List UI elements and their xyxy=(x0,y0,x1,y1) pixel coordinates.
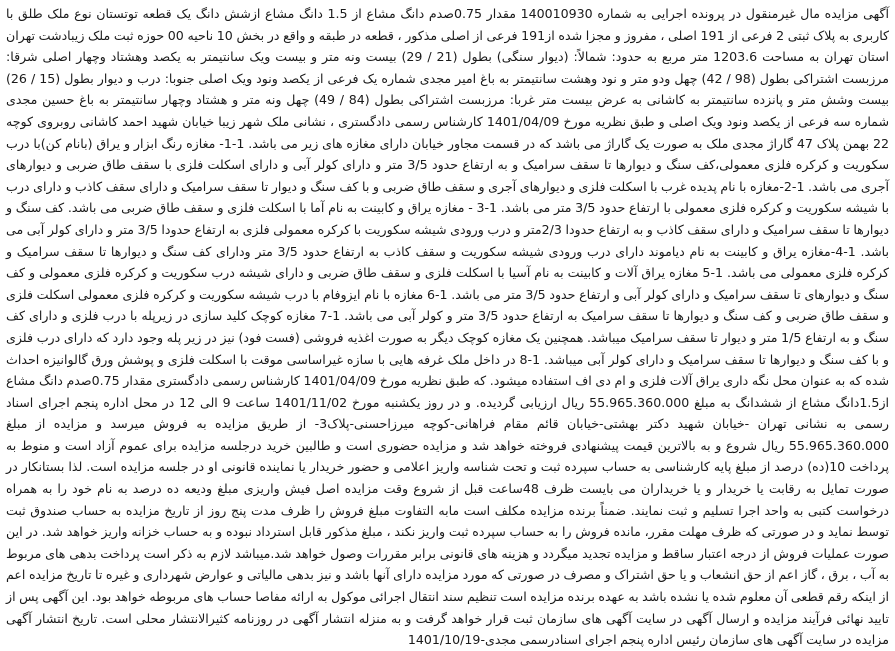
notice-body: آگهی مزایده مال غیرمنقول در پرونده اجرایی به شماره 140010930 مقدار 0.75صدم دانگ مشاع از 1.5 دانگ مشاع ازشش دانگ یک قطعه توتستان نوع ملک طلق با کاربری به پلاک ثبتی 2 فرعی از 191 اصلی ، مفروز و مجزا شده از191 فرعی از اصلی مذکور ، قطعه در طبقه و واقع در بخش 10 ناحیه 00 حوزه ثبت ملک زیبادشت تهران استان تهران به مساحت 1203.6 متر مربع به حدود: شمالاً: (دیوار سنگی) بطول (21 / 29) بیست ونه متر و بیست ویک سانتیمتر به یکصد وهشتاد وچهار اصلی شرقا: مرزبست اشتراکی بطول (98 / 42) چهل ودو متر و نود وهشت سانتیمتر به باغ امیر مجدی شماره یک فرعی از یکصد ونود ویک اصلی جنوبا: درب و دیوار بطول (15 / 26) بیست وشش متر و پانزده سانتیمتر به کاشانی به عرض بیست متر غربا: مرزبست اشتراکی بطول (84 / 49) چهل ونه متر و هشتاد وچهار سانتیمتر به باغ حسین مجدی شماره سه فرعی از یکصد ونود ویک اصلی و طبق نظریه مورخ 1401/04/09 کارشناس رسمی دادگستری ، نشانی ملک شهر زیبا خیابان شهید احمد کاشانی روبروی کوچه 22 بهمن پلاک 47 گاراژ مجدی ملک به صورت یک گاراژ می باشد که در قسمت مجاور خیابان دارای مغازه های زیر می باشد. 1-1- مغازه رنگ ابزار و یراق (بانام کن)با درب سکوریت و کرکره فلزی معمولی،کف سنگ و دیوارها تا سقف سرامیک و به ارتفاع حدود 3/5 متر و دارای کولر آبی و دارای اسکلت فلزی با سقف طاق ضربی و دیوارهای آجری می باشد. 1-2-مغازه با نام پدیده غرب با اسکلت فلزی و دیوارهای آجری و سقف طاق ضربی و با کف سنگ و دیوار تا سقف سرامیک و دارای سقف کاذب و دارای درب با شیشه سکوریت و کرکره فلزی معمولی با ارتفاع حدود 3/5 متر می باشد. 1-3 - مغازه یراق و کابینت به نام آما با اسکلت فلزی و سقف طاق ضربی می باشد. کف سنگ و دیوارها تا سقف سرامیک و دارای سقف کاذب و به ارتفاع حدودا 2/3متر و درب ورودی شیشه سکوریت با کرکره معمولی فلزی به ارتفاع حدودا 3/5 متر و دارای کولر آبی می باشد. 1-4-مغازه یراق و کابینت به نام دیاموند دارای درب ورودی شیشه سکوریت و سقف کاذب به ارتفاع حدود 3/5 متر ودارای کف سنگ و دیوارها تا سقف سرامیک و کرکره فلزی معمولی می باشد. 1-5 مغازه یراق آلات و کابینت به نام آسیا با اسکلت فلزی و سقف طاق ضربی و دارای شیشه درب سکوریت و کرکره فلزی معمولی و کف سنگ و دیوارهای تا سقف سرامیک و دارای کولر آبی و ارتفاع حدود 3/5 متر می باشد. 1-6 مغازه با نام ایزوفام با درب شیشه سکوریت و کرکره فلزی معمولی اسکلت فلزی و سقف طاق ضربی و کف سنگ و دیوارها تا سقف سرامیک به ارتفاع حدود 3/5 متر و کولر آبی می باشد. 1-7 مغازه کوچک کلید سازی در زیرپله با درب فلزی و دارای کف سنگ و به ارتفاع 1/5 متر و دیوار تا سقف سرامیک میباشد. همچنین یک مغازه کوچک دیگر به صورت اغذیه فروشی (فست فود) نیز در زیر پله وجود دارد که دارای درب فلزی و با کف سنگ و دیوارها تا سقف سرامیک و دارای کولر آبی میباشد. 1-8 در داخل ملک غرفه هایی با سازه غیراساسی موقت با اسکلت فلزی و پوشش ورق گالوانیزه احداث شده که به عنوان محل نگه داری یراق آلات فلزی و ام دی اف استفاده میشود. که طبق نظریه مورخ 1401/04/09 کارشناس رسمی دادگستری مقدار 0.75صدم دانگ مشاع از1.5دانگ مشاع از ششدانگ به مبلغ 55.965.360.000 ریال ارزیابی گردیده. و در روز یکشنبه مورخ 1401/11/02 ساعت 9 الی 12 در محل اداره پنجم اجرای اسناد رسمی به نشانی تهران -خیابان شهید دکتر بهشتی-خیابان قائم مقام فراهانی-کوچه میرزاحسنی-پلاک3- از طریق مزایده به فروش میرسد و مزایده از مبلغ 55.965.360.000 ریال شروع و به بالاترین قیمت پیشنهادی فروخته خواهد شد و مزایده حضوری است و طالبین خرید درجلسه مزایده برای عموم آزاد است و منوط به پرداخت 10(ده) درصد از مبلغ پایه کارشناسی به حساب سپرده ثبت و تحت شناسه واریز اعلامی و حضور خریدار یا نماینده قانونی او در جلسه مزایده است. لذا بستانکار در صورت تمایل به رقابت یا خریدار و یا خریداران می بایست ظرف 48ساعت قبل از شروع وقت مزایده اصل فیش واریزی مبلغ ودیعه ده درصد به نام خود را به همراه درخواست کتبی به واحد اجرا تسلیم و ثبت نمایند. ضمناً برنده مزایده مکلف است مابه التفاوت مبلغ فروش را ظرف مدت پنج روز از تاریخ مزایده به حساب صندوق ثبت توسط نماید و در صورتی که ظرف مهلت مقرر، مانده فروش را به حساب سپرده ثبت واریز نکند ، مبلغ مذکور قابل استرداد نبوده و به حساب خزانه واریز خواهد شد. در این صورت عملیات فروش از درجه اعتبار ساقط و مزایده تجدید میگردد و هزینه های قانونی برابر مقررات وصول خواهد شد.میباشد لازم به ذکر است پرداخت بدهی های مربوط به آب ، برق ، گاز اعم از حق انشعاب و یا حق اشتراک و مصرف در صورتی که مورد مزایده دارای آنها باشد و نیز بدهی مالیاتی و عوارض شهرداری و غیره تا تاریخ مزایده اعم از اینکه رقم قطعی آن معلوم شده یا نشده باشد به عهده برنده مزایده است تنظیم سند انتقال اجرائی موکول به ارائه مفاصا حساب های مربوطه خواهد بود. این آگهی پس از تایید نهائی فرآیند مزایده و ارسال آگهی در سایت آگهی های سازمان ثبت قرار خواهد گرفت و به منزله انتشار آگهی در روزنامه کثیرالانتشار محلی است. تاریخ انتشار آگهی مزایده در سایت آگهی های سازمان رئیس اداره پنجم اجرای اسنادرسمی مجدی-1401/10/19 xyxy=(6,6,890,648)
